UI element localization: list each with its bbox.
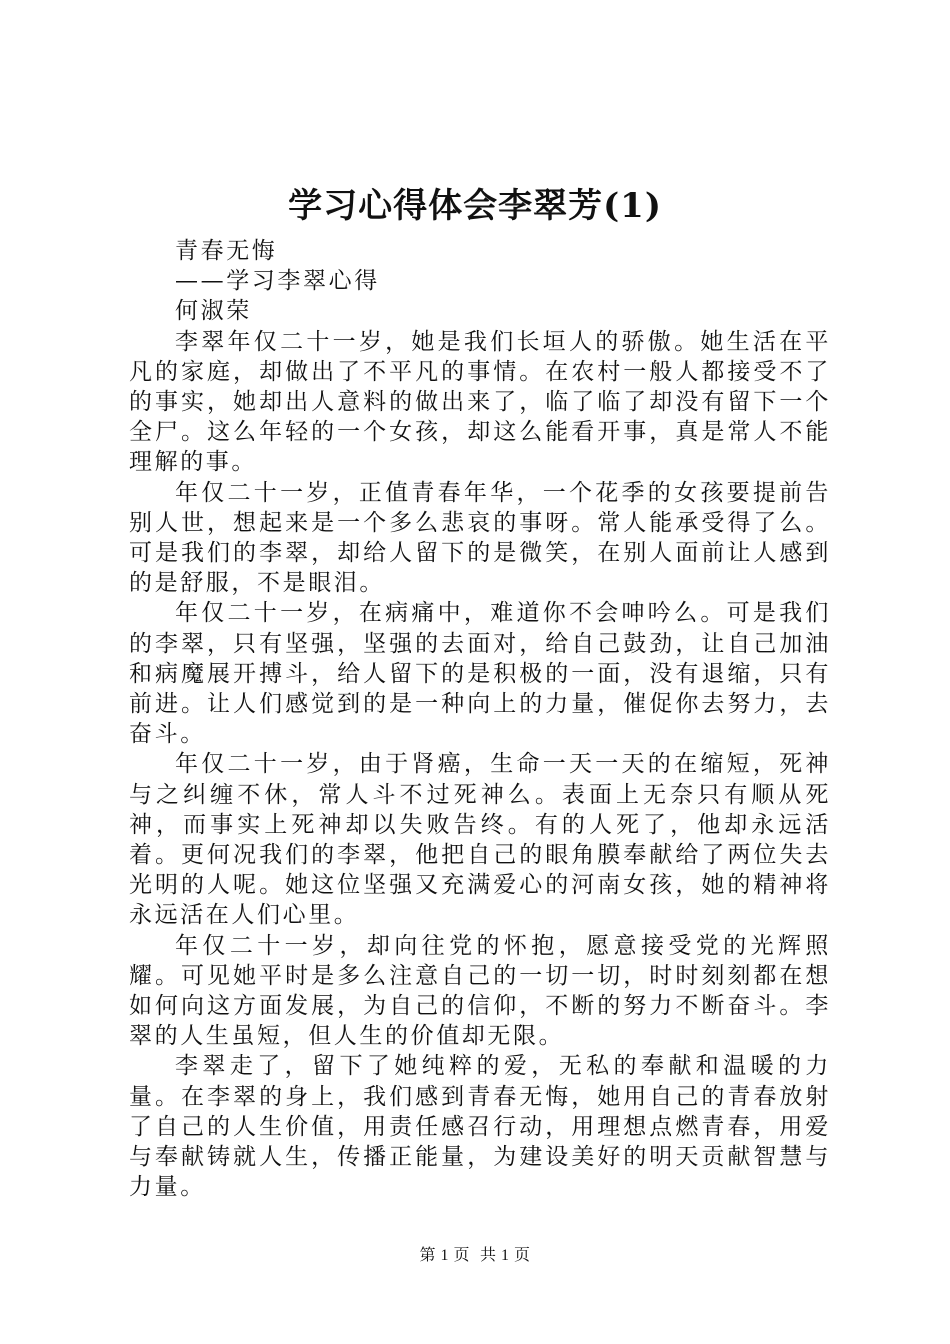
paragraph: 年仅二十一岁，正值青春年华，一个花季的女孩要提前告别人世，想起来是一个多么悲哀的事呀。常人能承受得了么。可是我们的李翠，却给人留下的是微笑，在别人面前让人感到的是舒服，不是眼泪。 [129,479,831,597]
paragraph: 年仅二十一岁，却向往党的怀抱，愿意接受党的光辉照耀。可见她平时是多么注意自己的一切一切，时时刻刻都在想如何向这方面发展，为自己的信仰，不断的努力不断奋斗。李翠的人生虽短，但人生的价值却无限。 [129,932,831,1050]
document-body [129,236,831,1203]
page-total: 共 1 页 [480,1247,531,1264]
paragraph: 李翠年仅二十一岁，她是我们长垣人的骄傲。她生活在平凡的家庭，却做出了不平凡的事情。在农村一般人都接受不了的事实，她却出人意料的做出来了，临了临了却没有留下一个全尸。这么年轻的一个女孩，却这么能看开事，真是常人不能理解的事。 [129,328,831,476]
author: 何淑荣 [175,298,252,325]
page-number: 第 1 页 [419,1247,470,1264]
subtitle: 青春无悔 [175,238,278,264]
sub-subtitle: ——学习李翠心得 [175,268,380,295]
document-title: 学习心得体会李翠芳(1) [288,186,662,226]
page-footer [0,1242,950,1265]
paragraph: 年仅二十一岁，在病痛中，难道你不会呻吟么。可是我们的李翠，只有坚强，坚强的去面对，给自己鼓劲，让自己加油和病魔展开搏斗，给人留下的是积极的一面，没有退缩，只有前进。让人们感觉到的是一种向上的力量，催促你去努力，去奋斗。 [129,600,831,748]
paragraph: 李翠走了，留下了她纯粹的爱，无私的奉献和温暖的力量。在李翠的身上，我们感到青春无悔，她用自己的青春放射了自己的人生价值，用责任感召行动，用理想点燃青春，用爱与奉献铸就人生，传播正能量，为建设美好的明天贡献智慧与力量。 [129,1053,831,1201]
paragraph: 年仅二十一岁，由于肾癌，生命一天一天的在缩短，死神与之纠缠不休，常人斗不过死神么。表面上无奈只有顺从死神，而事实上死神却以失败告终。有的人死了，他却永远活着。更何况我们的李翠，他把自己的眼角膜奉献给了两位失去光明的人呢。她这位坚强又充满爱心的河南女孩，她的精神将永远活在人们心里。 [129,751,831,929]
